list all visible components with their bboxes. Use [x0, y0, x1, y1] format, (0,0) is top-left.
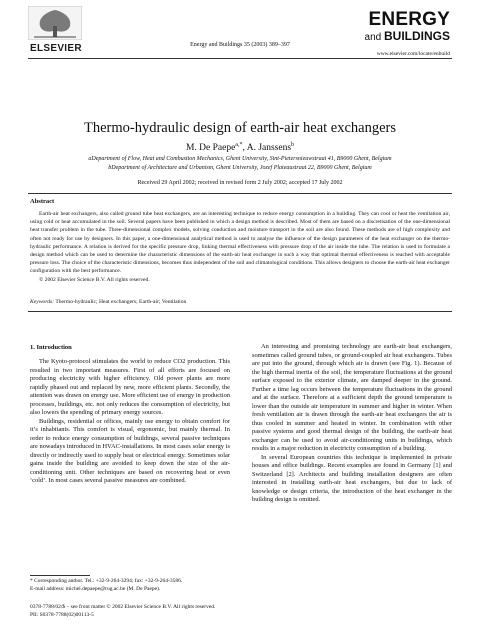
pii-line: PII: S0378-7788(02)00113-5 [30, 612, 94, 618]
journal-brand-and-buildings: and BUILDINGS [364, 29, 450, 43]
elsevier-tree-logo [28, 6, 82, 40]
body-paragraph: An interesting and promising technology are earth-air heat exchangers, sometimes called ground tubes, or ground-coupled air heat exchangers. Tubes are put into the ground, through which air is drawn (see Fig. 1). Because of the high thermal inertia of the soil, the temperature fluctuations at the ground surface exposed to the exterior climate, are damped deeper in the ground. Further a time lag occurs between the temperature fluctuations in the ground and at the surface. Therefore at a sufficient depth the ground temperature is lower than the outside air temperature in summer and higher in winter. When fresh ventilation air is drawn through the earth-air heat exchangers the air is thus cooled in summer and heated in winter. In combination with other passive systems and good thermal design of the building, the earth-air heat exchanger can be used to avoid air-conditioning units in buildings, which results in a major reduction in electricity consumption of a building. [252, 343, 452, 452]
body-paragraph: In several European countries this technique is implemented in private houses and office buildings. Recent examples are found in Germany [1] and Switzerland [2]. Architects and building installation designers are often interested in installing earth-air heat exchangers, but due to lack of knowledge or design criteria, the introduction of the heat exchanger in the building design is omitted. [252, 453, 452, 503]
author-affiliation-marker[interactable]: b [291, 142, 295, 148]
abstract-heading: Abstract [30, 198, 55, 205]
abstract-paragraph: Earth-air heat exchangers, also called ground tube heat exchangers, are an interesting technique to reduce energy consumption in a building. They can cool or heat the ventilation air, using cold or heat accumulated in the soil. Several papers have been published in which a design method is described. Most of them are based on a discretisation of the one-dimensional heat transfer problem in the tube. Three-dimensional complex models, solving conduction and moisture transport in the soil are also found. These methods are of high complexity and often not ready for use by designers. In this paper, a one-dimensional analytical method is used to analyse the influence of the design parameters of the heat exchanger on the thermo-hydraulic performance. A relation is derived for the specific pressure drop, linking thermal effectiveness with pressure drop of the air inside the tube. The relation is used to formulate a design method which can be used to determine the characteristic dimensions of the earth-air heat exchanger in such a way that optimal thermal effectiveness is reached with acceptable pressure loss. The choice of the characteristic dimensions, becomes thus independent of the soil and climatological conditions. This allows designers to choose the earth-air heat exchanger configuration with the best performance. [30, 211, 450, 275]
left-column [30, 358, 230, 486]
author-affiliation-marker[interactable]: a,* [235, 142, 243, 148]
right-column [252, 343, 452, 505]
journal-brand-energy: ENERGY [368, 9, 450, 30]
publisher-name: ELSEVIER [30, 43, 82, 54]
body-paragraph: The Kyoto-protocol stimulates the world to reduce CO2 production. This resulted in two important measures. First of all efforts are focused on producing electricity with higher efficiency. Old power plants are more rapidly phased out and replaced by new, more efficient plants. Secondly, the attention was drawn on energy use. More efficient use of energy in production processes, buildings, etc. not only reduces the consumption of electricity, but also lowers the spending of primary energy sources. [30, 358, 231, 416]
author-name: M. De Paepe [185, 143, 236, 154]
journal-url[interactable]: www.elsevier.com/locate/enbuild [376, 51, 450, 57]
section-heading: 1. Introduction [30, 344, 72, 351]
email-note[interactable]: E-mail address: michel.depaepe@rug.ac.be (M. De Paepe). [30, 586, 161, 592]
abstract-body [30, 210, 450, 284]
affiliation-a: aDepartment of Flow, Heat and Combustion Mechanics, Ghent University, Sint-Pietersnieuwstraat 41, B9000 Ghent, Belgium [88, 156, 392, 162]
received-dates: Received 29 April 2002; received in revised form 2 July 2002; accepted 17 July 2002 [137, 180, 343, 186]
abstract-top-rule [28, 193, 452, 194]
header-rule [28, 58, 452, 59]
journal-reference: Energy and Buildings 35 (2003) 389–397 [190, 42, 290, 48]
footnote-rule [30, 575, 90, 576]
author-list: M. De Paepe$^{a,*}$, A. Janssens$^b$ [185, 142, 295, 154]
issn-line: 0378-7788/02/$ – see front matter © 2002 Elsevier Science B.V. All rights reserved. [30, 604, 216, 610]
affiliation-b: bDepartment of Architecture and Urbanism, Ghent University, Jozef Plateaustraat 22, B9000 Ghent, Belgium [108, 165, 372, 171]
copyright-line: © 2002 Elsevier Science B.V. All rights reserved. [39, 276, 150, 283]
keywords-line [30, 299, 186, 305]
keywords-list: Thermo-hydraulic; Heat exchangers; Earth-air; Ventilation [55, 299, 187, 305]
corresponding-author-note: * Corresponding author. Tel.: +32-9-264-3294; fax: +32-9-264-3586. [30, 578, 183, 584]
author-name: A. Janssens [246, 143, 292, 154]
body-paragraph: Buildings, residential or offices, mainly use energy to obtain comfort for it’s inhabitants. This comfort is visual, ergonomic, but mainly thermal. In order to reduce energy consumption of buildings, several passive techniques are nowadays introduced in HVAC-installations. In most cases solar energy is directly or indirectly used to supply heat or electrical energy. Sometimes solar gains inside the building are avoided to keep down the size of the air-conditioning unit. Other techniques are based on recovering heat or even ‘cold’. In most cases several passive measures are combined. [30, 417, 230, 484]
article-title: Thermo-hydraulic design of earth-air heat exchangers [83, 120, 396, 136]
abstract-bottom-rule [28, 311, 452, 312]
keywords-label: Keywords: [30, 299, 55, 305]
